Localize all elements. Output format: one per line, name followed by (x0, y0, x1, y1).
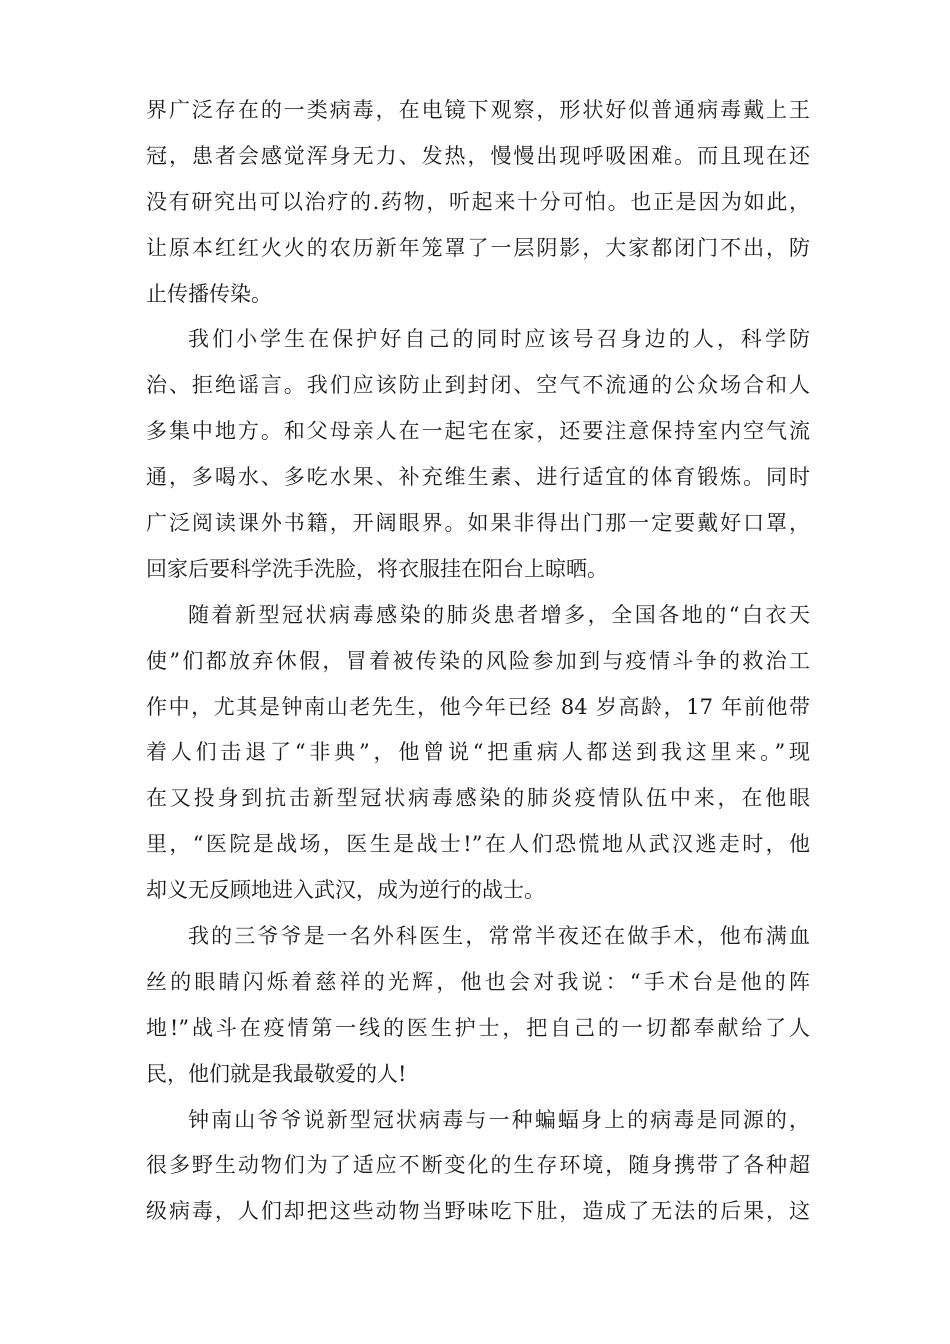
text-line: 钟南山爷爷说新型冠状病毒与一种蝙蝠身上的病毒是同源的， (188, 1107, 810, 1132)
text-line: 随着新型冠状病毒感染的肺炎患者增多，全国各地的“白衣天 (188, 602, 810, 627)
text-line: 丝的眼睛闪烁着慈祥的光辉，他也会对我说：“手术台是他的阵 (146, 969, 810, 994)
text-line: 没有研究出可以治疗的.药物，听起来十分可怕。也正是因为如此， (146, 189, 810, 214)
text-line: 止传播传染。 (146, 281, 272, 306)
paragraph (146, 317, 810, 592)
text-line: 冠，患者会感觉浑身无力、发热，慢慢出现呼吸困难。而且现在还 (146, 143, 810, 168)
text-line: 很多野生动物们为了适应不断变化的生存环境，随身携带了各种超 (146, 1153, 810, 1178)
text-line: 着人们击退了“非典”，他曾说“把重病人都送到我这里来。”现 (146, 740, 810, 765)
text-line: 在又投身到抗击新型冠状病毒感染的肺炎疫情队伍中来，在他眼 (146, 786, 810, 811)
text-line: 地!”战斗在疫情第一线的医生护士，把自己的一切都奉献给了人 (146, 1015, 810, 1040)
article-body (146, 88, 810, 1235)
paragraph (146, 88, 810, 317)
text-line: 广泛阅读课外书籍，开阔眼界。如果非得出门那一定要戴好口罩， (146, 511, 810, 536)
text-line: 我们小学生在保护好自己的同时应该号召身边的人，科学防 (188, 327, 810, 352)
text-line: 民，他们就是我最敬爱的人! (146, 1061, 407, 1086)
text-line: 里，“医院是战场，医生是战士!”在人们恐慌地从武汉逃走时，他 (146, 832, 810, 857)
paragraph (146, 593, 810, 914)
text-line: 我的三爷爷是一名外科医生，常常半夜还在做手术，他布满血 (188, 924, 810, 949)
text-line: 作中，尤其是钟南山老先生，他今年已经 84 岁高龄，17 年前他带 (146, 694, 810, 719)
text-line: 级病毒，人们却把这些动物当野味吃下肚，造成了无法的后果，这 (146, 1199, 810, 1224)
text-line: 却义无反顾地进入武汉，成为逆行的战士。 (146, 878, 545, 903)
text-line: 使”们都放弃休假，冒着被传染的风险参加到与疫情斗争的救治工 (146, 648, 810, 673)
text-line: 治、拒绝谣言。我们应该防止到封闭、空气不流通的公众场合和人 (146, 373, 810, 398)
text-line: 通，多喝水、多吃水果、补充维生素、进行适宜的体育锻炼。同时 (146, 465, 810, 490)
paragraph (146, 914, 810, 1098)
text-line: 界广泛存在的一类病毒，在电镜下观察，形状好似普通病毒戴上王 (146, 98, 810, 122)
text-line: 回家后要科学洗手洗脸，将衣服挂在阳台上晾晒。 (146, 556, 608, 581)
text-line: 多集中地方。和父母亲人在一起宅在家，还要注意保持室内空气流 (146, 419, 810, 444)
text-line: 让原本红红火火的农历新年笼罩了一层阴影，大家都闭门不出，防 (146, 235, 810, 260)
paragraph (146, 1098, 810, 1236)
